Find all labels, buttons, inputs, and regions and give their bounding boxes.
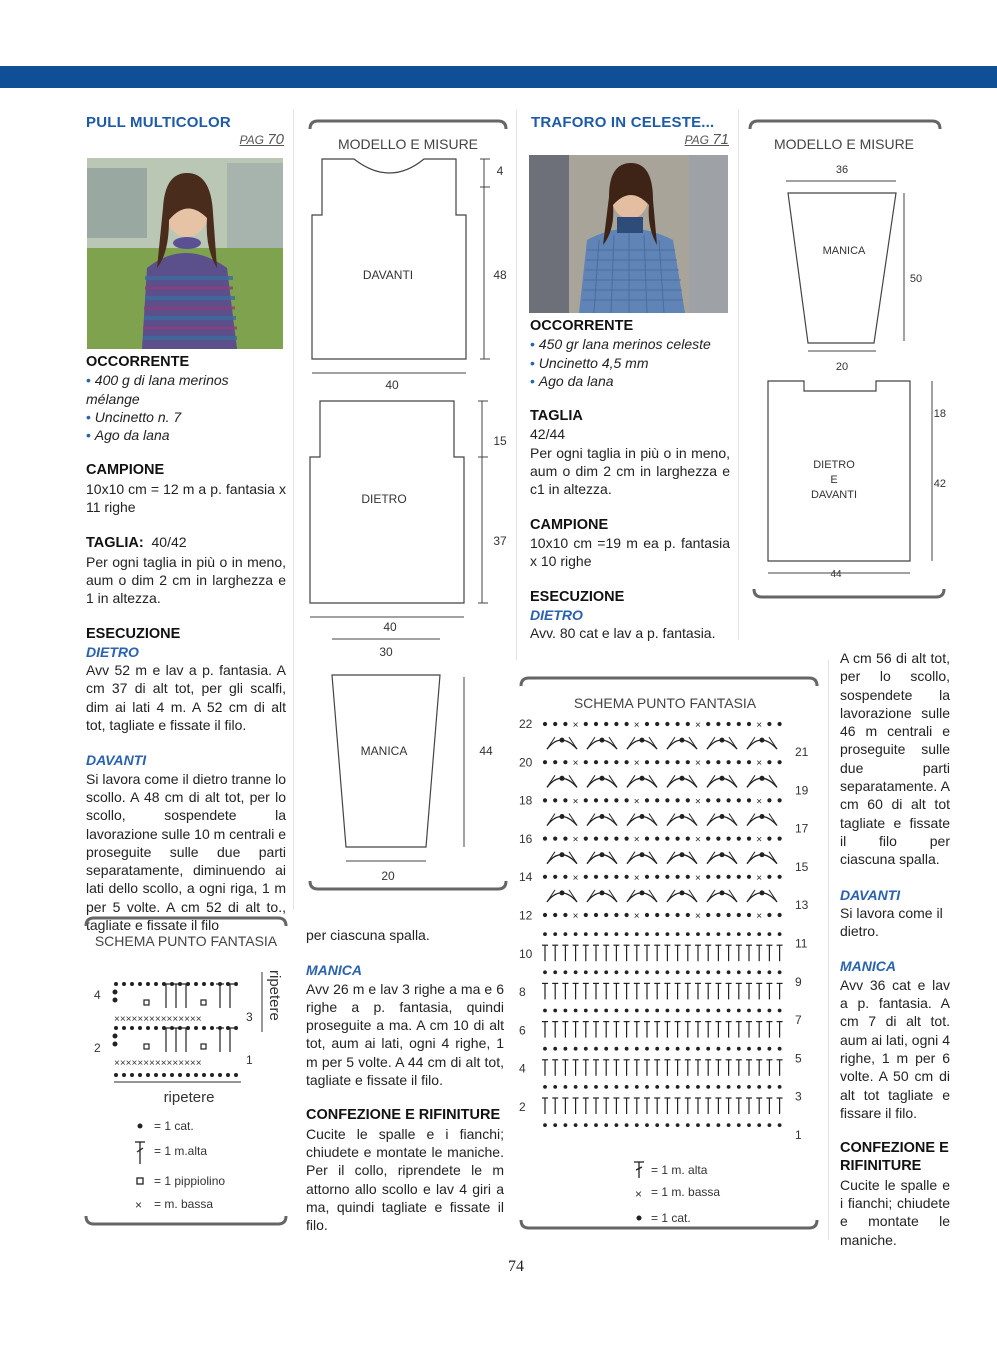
row-number-right: 17 (795, 821, 809, 836)
davanti-heading: DAVANTI (86, 752, 147, 769)
chart-row (543, 835, 782, 846)
ripetere-horizontal: ripetere (163, 1089, 215, 1106)
svg-text:×: × (756, 720, 763, 731)
column-divider (516, 110, 517, 660)
svg-text:×: × (756, 834, 763, 846)
dim-20: 20 (835, 361, 849, 373)
dim-40-b: 40 (383, 620, 397, 634)
confezione-heading: CONFEZIONE E RIFINITURE (306, 1107, 501, 1124)
row-number-right: 3 (795, 1089, 802, 1104)
svg-text:×: × (633, 872, 640, 884)
campione-text: 10x10 cm =19 m ea p. fantasia x 10 righe (530, 534, 730, 570)
manica-text: Avv 26 m e lav 3 righe a ma e 6 righe a p. fantasia, quindi proseguite a ma. A cm 10 di alt tot, aum ai lati, ogni 4 righe, 1 m per 5 volte. A 44 cm di alt tot, tagliate e fissate il filo. (306, 980, 504, 1089)
row-number: 2 (94, 1041, 101, 1055)
row-number-left: 6 (519, 1023, 526, 1038)
row-number-right: 11 (795, 936, 808, 951)
dim-37: 37 (493, 534, 507, 548)
davanti-text: Si lavora come il dietro tranne lo scollo. A 48 cm di alt tot, per lo scollo, sospendete la lavorazione sulle 10 m centrali e proseguite sulle due parti separatamente, diminuendo ai lati dello scollo, a ogni riga, 1 m per 5 volte. A cm 52 di alt to., tagliate e fissate il filo (86, 770, 286, 934)
row-number-left: 12 (519, 908, 533, 923)
legend-item: = m. bassa (154, 1197, 214, 1211)
manica-label: MANICA (822, 245, 866, 257)
stitch-chart-2 (517, 672, 821, 1238)
svg-text:×: × (695, 720, 701, 731)
svg-text:×: × (633, 758, 640, 770)
svg-text:×: × (695, 872, 701, 884)
supply-item: • Ago da lana (530, 372, 730, 390)
left-page-ref: PAG 70 (239, 131, 284, 148)
stitch-chart-1 (84, 912, 288, 1230)
dim-44: 44 (830, 569, 842, 580)
photo-traforo-celeste (529, 155, 728, 313)
chart-row (542, 1060, 783, 1076)
svg-text:×××××××××××××××: ××××××××××××××× (114, 1014, 202, 1025)
manica-heading: MANICA (840, 958, 896, 975)
dietro-heading: DIETRO (530, 606, 583, 623)
manica-text: Avv 36 cat e lav a p. fantasia. A cm 7 di alt tot. aum ai lati, ogni 4 righe, 1 m per 6 volte. A 50 cm di alt tot tagliate e fissare il filo. (840, 976, 950, 1121)
chain-symbol-icon (138, 1124, 143, 1129)
legend-item: = 1 cat. (651, 1211, 691, 1225)
right-text-block (530, 317, 730, 642)
davanti-label: DAVANTI (362, 268, 414, 282)
manica-shape (332, 675, 440, 847)
left-text-block (86, 353, 286, 934)
dietro-label: DIETRO (361, 492, 407, 506)
dietro-davanti-label: E (830, 474, 838, 486)
chart-row (543, 970, 781, 974)
ripetere-vertical: ripetere (266, 970, 283, 1021)
chart-row (547, 737, 777, 749)
row-number-left: 14 (519, 870, 533, 885)
dietro-text: Avv 52 m e lav a p. fantasia. A cm 37 di alt tot, per gli scalfi, dim ai lati 4 m. A 52 cm di alt tot, tagliate e fissate il filo. (86, 662, 286, 734)
svg-text:×: × (633, 796, 640, 808)
svg-text:×: × (695, 796, 701, 808)
svg-text:×: × (572, 834, 579, 846)
schema1-title: SCHEMA PUNTO FANTASIA (94, 933, 278, 949)
dim-20: 20 (381, 869, 395, 883)
supply-item: • 400 g di lana merinos mélange (86, 371, 286, 408)
right-page-ref: PAG 71 (684, 131, 729, 148)
taglia-line: TAGLIA: 40/42 (86, 534, 187, 552)
legend-item: = 1 pippiolino (154, 1174, 226, 1188)
chart-row (543, 796, 782, 807)
legend-item: = 1 m. alta (651, 1163, 708, 1177)
occorrente-heading: OCCORRENTE (86, 354, 190, 370)
dim-30: 30 (379, 645, 393, 659)
dietro-text: Avv. 80 cat e lav a p. fantasia. (530, 625, 716, 642)
campione-heading: CAMPIONE (530, 516, 609, 533)
chart-row (547, 775, 777, 787)
svg-text:×: × (756, 872, 763, 884)
svg-text:×: × (695, 834, 701, 846)
supply-item: • Uncinetto 4,5 mm (530, 354, 730, 372)
davanti-text: Si lavora come il dietro. (840, 904, 943, 940)
model1-title: MODELLO E MISURE (337, 136, 479, 152)
row-number-left: 10 (519, 946, 533, 961)
svg-text:×: × (695, 911, 701, 922)
esecuzione-heading: ESECUZIONE (86, 625, 181, 642)
chart-row (547, 890, 777, 902)
row-number-right: 19 (795, 783, 809, 798)
dim-18: 18 (933, 408, 946, 420)
chart-row (543, 1123, 781, 1127)
esecuzione-heading: ESECUZIONE (530, 588, 625, 605)
row-number-left: 16 (519, 831, 533, 846)
svg-text:×: × (572, 720, 579, 731)
row-number-left: 18 (519, 793, 533, 808)
dim-15: 15 (493, 434, 507, 448)
davanti-heading: DAVANTI (840, 886, 901, 903)
supply-item: • 450 gr lana merinos celeste (530, 335, 730, 353)
manica-shape (788, 193, 896, 343)
chart-row (543, 720, 782, 731)
header-band (0, 66, 997, 88)
svg-text:×: × (756, 758, 763, 770)
page-number: 74 (508, 1258, 524, 1275)
scollo-text: A cm 56 di alt tot, per lo scollo, sospendete la lavorazione sulle 46 m centrali e proseguite sulle due parti separatamente. A cm 60 di alt tot tagliate e fissate il filo per ciascuna spalla. (840, 650, 950, 868)
row-number-left: 8 (519, 985, 526, 1000)
dim-42: 42 (933, 478, 946, 490)
occorrente-heading: OCCORRENTE (530, 318, 634, 334)
svg-text:×: × (572, 911, 579, 922)
row-number-right: 5 (795, 1051, 802, 1066)
davanti-shape (312, 159, 466, 359)
chart-row (547, 814, 777, 826)
right-title: TRAFORO IN CELESTE... (531, 114, 715, 131)
taglia-text: Per ogni taglia in più o in meno, aum o dim 2 cm in larghezza e c1 in altezza. (530, 444, 730, 498)
row-number-right: 1 (795, 1128, 802, 1142)
dim-48: 48 (493, 268, 507, 282)
row-number-left: 4 (519, 1061, 526, 1076)
svg-text:×: × (633, 834, 640, 846)
double-crochet-symbol-icon (135, 1142, 145, 1164)
dim-4: 4 (496, 164, 504, 178)
svg-text:×××××××××××××××: ××××××××××××××× (114, 1058, 202, 1069)
row-number-right: 7 (795, 1013, 802, 1028)
chart-row (543, 932, 781, 936)
dim-36: 36 (835, 164, 849, 176)
column-divider (828, 660, 829, 1240)
double-crochet-symbol-icon (634, 1162, 644, 1178)
supply-item: • Ago da lana (86, 426, 286, 444)
svg-text:×: × (756, 911, 763, 922)
row-number-right: 21 (795, 745, 809, 759)
farright-text-block (840, 649, 950, 1249)
legend-item: = 1 m.alta (154, 1144, 208, 1158)
middle-text-block (306, 926, 504, 1234)
chart-row (542, 1022, 783, 1038)
dim-44: 44 (479, 744, 493, 758)
chart-row (543, 1085, 781, 1089)
row-number: 3 (246, 1010, 253, 1024)
model-diagram-2 (746, 115, 946, 605)
svg-text:×: × (756, 796, 763, 808)
schema2-title: SCHEMA PUNTO FANTASIA (573, 695, 757, 711)
row-number-left: 2 (519, 1100, 526, 1114)
confezione-text: Cucite le spalle e i fianchi; chiudete e montate le maniche. Per il collo, riprendete le m attorno allo scollo e lav 4 giri a ma, quindi tagliate e fissate il filo. (306, 1125, 504, 1234)
dietro-davanti-shape (768, 381, 910, 561)
chart-row (542, 983, 783, 999)
manica-label: MANICA (360, 744, 408, 758)
svg-text:×: × (572, 758, 579, 770)
taglia-value: 42/44 (530, 426, 566, 443)
campione-text: 10x10 cm = 12 m a p. fantasia x 11 righe (86, 480, 286, 516)
dietro-heading: DIETRO (86, 643, 139, 660)
dim-40-a: 40 (385, 378, 399, 392)
chart-row (543, 911, 782, 922)
photo-pull-multicolor (87, 158, 283, 349)
legend-item: = 1 cat. (154, 1119, 194, 1133)
svg-text:×: × (695, 758, 701, 770)
row-number: 1 (246, 1053, 253, 1067)
picot-symbol-icon (137, 1178, 143, 1184)
column-divider (293, 110, 294, 910)
chart-row (543, 1009, 781, 1013)
chart-row (542, 1098, 783, 1114)
manica-heading: MANICA (306, 962, 362, 979)
dim-50: 50 (909, 273, 923, 285)
row-number-left: 20 (519, 755, 533, 770)
svg-text:×: × (633, 911, 640, 922)
row-number-right: 13 (795, 898, 809, 913)
supply-item: • Uncinetto n. 7 (86, 408, 286, 426)
taglia-text: Per ogni taglia in più o in meno, aum o dim 2 cm in larghezza e 1 in altezza. (86, 553, 286, 607)
chart-row (542, 945, 783, 961)
left-title: PULL MULTICOLOR (86, 114, 231, 131)
campione-heading: CAMPIONE (86, 462, 165, 479)
single-crochet-symbol-icon: × (135, 1198, 143, 1212)
svg-text:×: × (572, 872, 579, 884)
chart-row (543, 758, 782, 769)
row-number: 4 (94, 988, 101, 1002)
row-number-right: 15 (795, 859, 809, 874)
chart-row (547, 852, 777, 864)
column-divider (738, 110, 739, 640)
model-diagram-1 (304, 115, 512, 901)
confezione-text: Cucite le spalle e i fianchi; chiudete e montate le maniche. (840, 1176, 950, 1248)
model2-title: MODELLO E MISURE (773, 136, 915, 152)
continuation-text: per ciascuna spalla. (306, 927, 430, 943)
svg-text:×: × (633, 720, 640, 731)
row-number-left: 22 (519, 717, 533, 731)
confezione-heading: CONFEZIONE E RIFINITURE (840, 1140, 949, 1175)
single-crochet-symbol-icon: × (635, 1187, 643, 1201)
svg-text:×: × (572, 796, 579, 808)
chart-row (543, 873, 782, 884)
dietro-davanti-label: DAVANTI (810, 489, 858, 501)
legend-item: = 1 m. bassa (651, 1185, 721, 1199)
chart-row (543, 1047, 781, 1051)
dietro-davanti-label: DIETRO (813, 459, 855, 471)
taglia-heading: TAGLIA (530, 408, 583, 425)
chain-symbol-icon (637, 1216, 642, 1221)
row-number-right: 9 (795, 974, 802, 989)
